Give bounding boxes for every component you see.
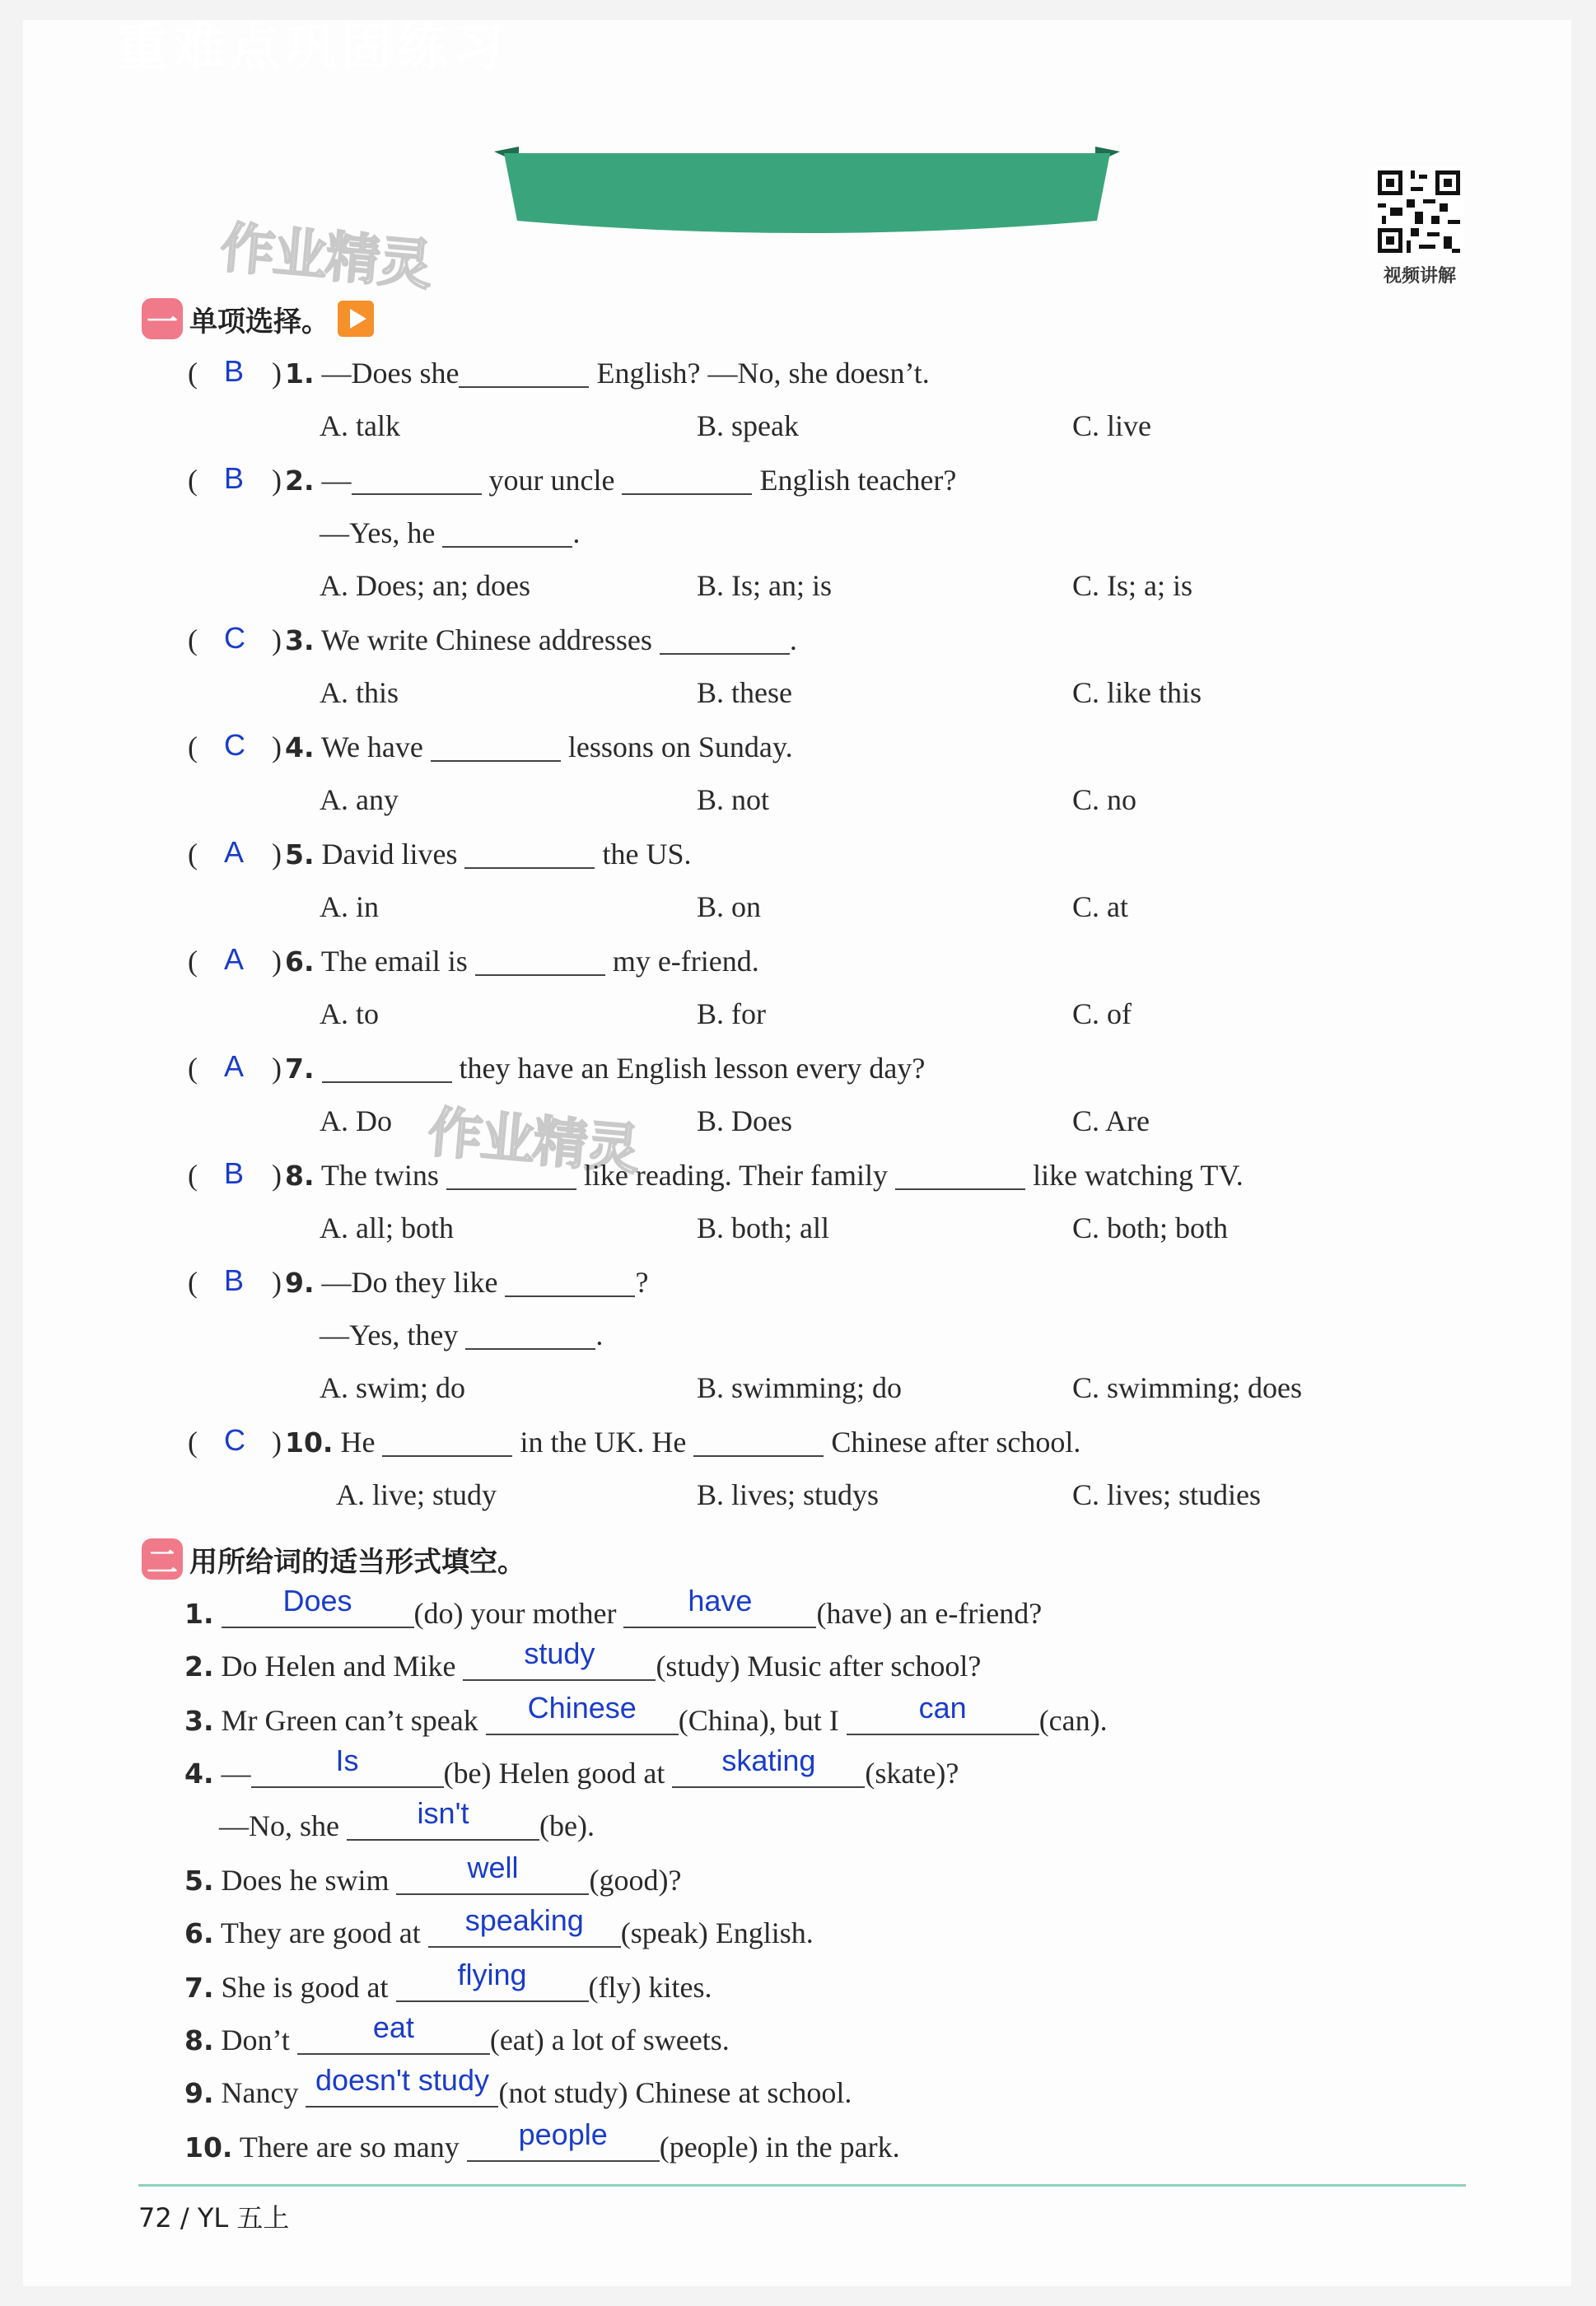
answer-letter: C	[224, 621, 245, 655]
fill-text: —No, she	[219, 1809, 347, 1842]
qr-code-icon[interactable]	[1374, 166, 1464, 257]
fill-text: Nancy	[221, 2076, 306, 2109]
question-stem	[285, 837, 691, 871]
fill-answer: Does	[282, 1584, 352, 1617]
question-number: 3.	[285, 624, 315, 656]
paren-open: (	[188, 357, 198, 390]
stem-text: —	[321, 464, 352, 497]
answer-letter: A	[224, 942, 245, 976]
answer-letter: A	[224, 835, 245, 869]
option-c[interactable]: C. of	[1072, 997, 1132, 1030]
option-c[interactable]: C. no	[1072, 783, 1137, 816]
fill-blank[interactable]	[623, 1584, 816, 1628]
paren-close: )	[272, 1052, 282, 1085]
section-2-title: 用所给词的适当形式填空。	[189, 1545, 525, 1579]
stem-text: We write Chinese addresses	[320, 623, 660, 656]
stem-text: —Do they like	[321, 1266, 506, 1299]
stem-text: like watching TV.	[1025, 1159, 1244, 1192]
fill-item	[184, 2117, 900, 2164]
fill-item	[184, 1958, 712, 2005]
fill-text: (be) Helen good at	[443, 1757, 673, 1790]
fill-text: (speak) English.	[620, 1916, 814, 1949]
fill-item	[184, 2063, 852, 2110]
option-c[interactable]: C. lives; studies	[1072, 1478, 1262, 1511]
stem-text: The email is	[320, 945, 475, 978]
option-a[interactable]: A. this	[320, 676, 399, 709]
item-number: 4.	[184, 1758, 214, 1790]
answer-blank[interactable]	[459, 386, 589, 388]
fill-blank[interactable]	[672, 1744, 865, 1788]
paren-open: (	[188, 1266, 198, 1299]
section-2-badge: 二	[142, 1538, 183, 1580]
fill-answer: speaking	[464, 1903, 584, 1937]
question-number: 5.	[285, 838, 315, 871]
fill-text: (China), but I	[678, 1704, 847, 1737]
question-stem	[285, 1265, 648, 1300]
question-number: 9.	[285, 1267, 315, 1299]
stem-text: my e-friend.	[604, 945, 759, 978]
fill-answer: flying	[457, 1958, 527, 1991]
item-number: 2.	[184, 1650, 214, 1683]
title-banner	[494, 147, 1120, 239]
stem-text: The twins	[320, 1159, 446, 1192]
option-c[interactable]: C. like this	[1072, 676, 1202, 709]
item-number: 3.	[184, 1705, 214, 1737]
answer-blank[interactable]	[464, 867, 595, 869]
question-number: 6.	[285, 945, 315, 978]
fill-text: There are so many	[239, 2131, 467, 2164]
fill-blank[interactable]	[486, 1691, 679, 1735]
paren-open: (	[188, 838, 198, 871]
stem-text: like reading. Their family	[576, 1159, 896, 1192]
stem-text: your uncle	[481, 464, 623, 497]
fill-text: (can).	[1038, 1704, 1108, 1737]
stem-text: in the UK. He	[512, 1426, 694, 1459]
option-a[interactable]: A. live; study	[336, 1478, 497, 1511]
stem-text: Chinese after school.	[824, 1426, 1081, 1459]
answer-letter: B	[224, 1156, 245, 1190]
stem-text: David lives	[321, 838, 465, 871]
fill-answer: people	[518, 2117, 608, 2151]
option-b[interactable]: B. on	[697, 890, 762, 923]
question-stem-reply	[320, 516, 580, 550]
answer-blank[interactable]	[446, 1188, 576, 1190]
answer-blank[interactable]	[431, 760, 561, 762]
fill-item	[219, 1796, 595, 1843]
stem-text: ?	[635, 1266, 649, 1299]
fill-text: (eat) a lot of sweets.	[489, 2024, 730, 2056]
paren-close: )	[272, 357, 282, 390]
question-stem	[285, 1425, 1080, 1459]
stem-text: .	[595, 1319, 604, 1351]
option-b[interactable]: B. swimming; do	[697, 1371, 903, 1404]
fill-blank[interactable]	[396, 1851, 589, 1895]
answer-blank[interactable]	[465, 1348, 595, 1350]
item-number: 9.	[184, 2077, 214, 2109]
paren-close: )	[272, 1266, 282, 1299]
fill-text: (people) in the park.	[659, 2131, 900, 2164]
option-c[interactable]: C. at	[1072, 890, 1128, 923]
fill-text: (be).	[539, 1809, 595, 1842]
fill-answer: doesn't study	[315, 2063, 489, 2097]
option-b[interactable]: B. these	[697, 676, 792, 709]
footer-divider	[138, 2184, 1466, 2187]
fill-text: —	[221, 1757, 251, 1790]
answer-letter: C	[224, 728, 245, 762]
answer-letter: A	[224, 1049, 245, 1083]
stem-text: English? —No, she doesn’t.	[589, 357, 930, 390]
option-b[interactable]: B. both; all	[697, 1211, 829, 1244]
fill-text: (good)?	[589, 1864, 682, 1897]
section-2-header	[142, 1538, 525, 1580]
fill-answer: Chinese	[527, 1691, 637, 1725]
option-b[interactable]: B. Is; an; is	[697, 569, 833, 602]
answer-blank[interactable]	[622, 493, 752, 495]
stem-text: —Yes, he	[320, 516, 443, 549]
fill-text: They are good at	[220, 1916, 428, 1949]
paren-open: (	[188, 1159, 198, 1192]
item-number: 6.	[184, 1917, 214, 1949]
stem-text: We have	[320, 731, 431, 763]
option-c[interactable]: C. both; both	[1072, 1211, 1229, 1244]
fill-item	[184, 1903, 814, 1950]
answer-letter: C	[224, 1423, 245, 1457]
section-1-title: 单项选择。	[189, 305, 329, 338]
stem-text: the US.	[595, 838, 692, 871]
question-stem	[285, 1158, 1244, 1193]
paren-open: (	[188, 731, 198, 763]
question-stem	[285, 623, 797, 657]
option-c[interactable]: C. live	[1072, 409, 1151, 442]
answer-blank[interactable]	[442, 546, 572, 548]
fill-blank[interactable]	[222, 1584, 414, 1628]
fill-blank[interactable]	[428, 1903, 621, 1948]
page-footer: 72 / YL 五上	[138, 2202, 290, 2234]
answer-blank[interactable]	[382, 1455, 512, 1457]
fill-blank[interactable]	[847, 1691, 1039, 1735]
section-1-header	[142, 298, 374, 339]
stem-text: English teacher?	[752, 464, 957, 497]
fill-item	[184, 1744, 959, 1790]
fill-answer: have	[688, 1584, 753, 1617]
fill-text: Mr Green can’t speak	[221, 1704, 486, 1737]
question-number: 4.	[285, 731, 315, 763]
paren-close: )	[272, 1426, 282, 1459]
question-number: 7.	[285, 1053, 315, 1085]
answer-letter: B	[224, 461, 245, 495]
answer-blank[interactable]	[322, 1081, 452, 1083]
option-a[interactable]: A. any	[320, 783, 399, 816]
fill-item	[184, 2010, 730, 2057]
fill-blank[interactable]	[396, 1958, 589, 2002]
question-stem	[285, 1051, 925, 1085]
option-c[interactable]: C. Are	[1072, 1104, 1150, 1137]
fill-item	[184, 1691, 1108, 1738]
option-a[interactable]: A. Do	[320, 1104, 392, 1137]
answer-blank[interactable]	[352, 493, 482, 495]
paren-open: (	[188, 945, 198, 978]
stem-text: .	[572, 516, 581, 549]
fill-text: (skate)?	[865, 1757, 959, 1790]
stem-text: —Yes, they	[320, 1319, 466, 1351]
stem-text: .	[789, 623, 797, 656]
fill-item	[184, 1584, 1043, 1631]
question-stem	[285, 463, 956, 497]
fill-text: (do) your mother	[413, 1597, 624, 1630]
option-b[interactable]: B. not	[697, 783, 770, 816]
option-c[interactable]: C. Is; a; is	[1072, 569, 1193, 602]
option-b[interactable]: B. Does	[697, 1104, 792, 1137]
fill-blank[interactable]	[297, 2010, 490, 2055]
option-a[interactable]: A. swim; do	[320, 1371, 466, 1404]
option-c[interactable]: C. swimming; does	[1072, 1371, 1303, 1404]
fill-answer: can	[918, 1691, 967, 1725]
option-b[interactable]: B. for	[697, 997, 766, 1030]
fill-answer: Is	[335, 1744, 359, 1777]
fill-text: (have) an e-friend?	[816, 1597, 1043, 1630]
paren-open: (	[188, 464, 198, 497]
paren-open: (	[188, 623, 198, 656]
stem-text: He	[340, 1426, 383, 1459]
stem-text: lessons on Sunday.	[560, 731, 793, 763]
fill-text: Does he swim	[221, 1864, 397, 1897]
fill-text: Do Helen and Mike	[221, 1650, 464, 1683]
fill-answer: skating	[721, 1744, 816, 1777]
option-b[interactable]: B. lives; studys	[697, 1478, 880, 1511]
fill-text: She is good at	[221, 1971, 396, 2004]
play-icon[interactable]	[338, 301, 374, 337]
answer-blank[interactable]	[475, 974, 605, 976]
item-number: 7.	[184, 1972, 214, 2004]
item-number: 10.	[184, 2131, 233, 2164]
paren-open: (	[188, 1052, 198, 1085]
option-a[interactable]: A. Does; an; does	[320, 569, 530, 602]
question-stem	[285, 730, 793, 764]
item-number: 1.	[184, 1598, 214, 1630]
answer-blank[interactable]	[895, 1188, 1025, 1190]
question-number: 2.	[285, 464, 315, 497]
answer-blank[interactable]	[505, 1295, 635, 1297]
question-number: 10.	[285, 1426, 334, 1459]
answer-blank[interactable]	[693, 1455, 824, 1457]
page-title: 重难点巩固练习	[116, 17, 509, 77]
fill-item	[184, 1851, 682, 1898]
fill-text: Don’t	[221, 2024, 297, 2056]
fill-blank[interactable]	[467, 2117, 660, 2162]
answer-letter: B	[224, 354, 245, 388]
paren-close: )	[272, 945, 282, 978]
paren-open: (	[188, 1426, 198, 1459]
paren-close: )	[272, 464, 282, 497]
item-number: 5.	[184, 1865, 214, 1897]
watermark: 作业精灵	[425, 1099, 642, 1182]
option-b[interactable]: B. speak	[697, 409, 799, 442]
paren-close: )	[272, 731, 282, 763]
item-number: 8.	[184, 2024, 214, 2056]
fill-text: (study) Music after school?	[656, 1650, 982, 1683]
answer-blank[interactable]	[660, 653, 790, 655]
paren-close: )	[272, 623, 282, 656]
question-stem	[285, 944, 759, 978]
fill-answer: eat	[372, 2010, 414, 2044]
fill-blank[interactable]	[463, 1636, 656, 1681]
fill-answer: well	[467, 1851, 519, 1884]
fill-text: (fly) kites.	[588, 1971, 712, 2004]
fill-item	[184, 1636, 982, 1683]
paren-close: )	[272, 1159, 282, 1192]
section-1-badge: 一	[142, 298, 183, 339]
fill-blank[interactable]	[251, 1744, 444, 1788]
option-a[interactable]: A. in	[320, 890, 379, 923]
question-stem	[285, 356, 930, 390]
paren-close: )	[272, 838, 282, 871]
answer-letter: B	[224, 1263, 245, 1297]
fill-blank[interactable]	[306, 2063, 498, 2108]
fill-text: (not study) Chinese at school.	[498, 2076, 852, 2109]
option-a[interactable]: A. talk	[320, 409, 400, 442]
question-stem-reply	[320, 1318, 603, 1352]
option-a[interactable]: A. all; both	[320, 1211, 454, 1244]
stem-text: —Does she	[321, 357, 460, 390]
question-number: 8.	[285, 1160, 315, 1192]
fill-blank[interactable]	[347, 1796, 539, 1841]
qr-label: 视频讲解	[1383, 266, 1456, 287]
question-number: 1.	[285, 357, 315, 390]
fill-answer: isn't	[417, 1796, 469, 1830]
option-a[interactable]: A. to	[320, 997, 379, 1030]
watermark: 作业精灵	[217, 215, 434, 297]
fill-answer: study	[524, 1636, 595, 1670]
stem-text: they have an English lesson every day?	[451, 1052, 926, 1085]
